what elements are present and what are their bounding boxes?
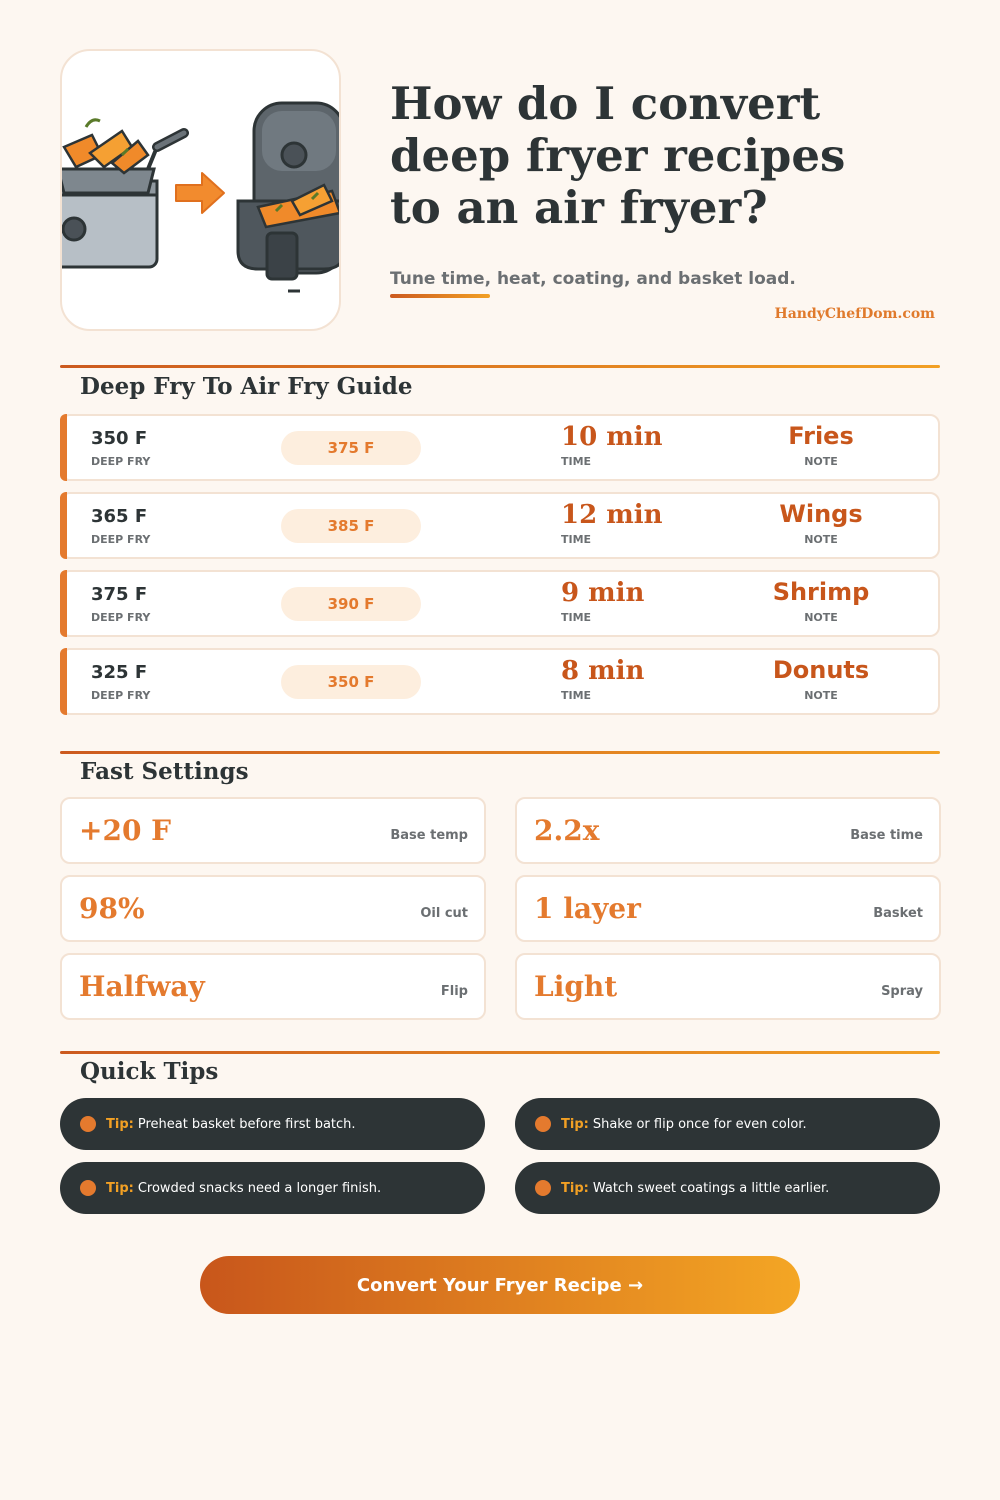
setting-value: +20 F [79, 814, 172, 847]
tip-pill [60, 1098, 485, 1150]
setting-label: Basket [873, 906, 923, 921]
setting-card [515, 875, 941, 942]
setting-card [515, 797, 941, 864]
hero-illustration [60, 49, 341, 331]
setting-label: Flip [440, 984, 468, 999]
tip-text: Watch sweet coatings a little earlier. [592, 1180, 830, 1196]
tip-text: Preheat basket before first batch. [137, 1116, 356, 1132]
bullet-dot-icon [80, 1116, 96, 1132]
setting-label: Base temp [390, 828, 468, 843]
setting-value: 98% [79, 892, 145, 925]
deep-fryer-icon [62, 120, 184, 267]
deep-fry-label: DEEP FRY [91, 455, 151, 468]
air-fry-temp-pill: 385 F [281, 509, 421, 543]
setting-value: 2.2x [534, 814, 600, 847]
note-label: NOTE [804, 455, 838, 468]
fryer-conversion-illustration [62, 51, 341, 331]
deep-fry-temp: 375 F [91, 584, 148, 605]
tip-label: Tip: [106, 1116, 134, 1132]
tip-text: Crowded snacks need a longer finish. [137, 1180, 382, 1196]
tip-label: Tip: [561, 1180, 589, 1196]
setting-value: Light [534, 970, 618, 1003]
bullet-dot-icon [80, 1180, 96, 1196]
tip-text: Shake or flip once for even color. [592, 1116, 807, 1132]
time-label: TIME [561, 689, 592, 702]
guide-row [60, 648, 940, 715]
guide-row [60, 414, 940, 481]
note-label: NOTE [804, 689, 838, 702]
subtitle-underline [390, 294, 490, 298]
air-fry-temp-pill: 375 F [281, 431, 421, 465]
deep-fry-temp: 365 F [91, 506, 148, 527]
note-label: NOTE [804, 533, 838, 546]
setting-card [60, 953, 486, 1020]
tip-pill [60, 1162, 485, 1214]
guide-row [60, 570, 940, 637]
setting-card [515, 953, 941, 1020]
tip-pill [515, 1098, 940, 1150]
row-accent [60, 570, 67, 637]
air-fryer-icon [238, 103, 341, 291]
note-value: Donuts [772, 656, 870, 684]
site-link[interactable]: HandyChefDom.com [774, 306, 935, 322]
time-value: 9 min [561, 578, 645, 608]
guide-title: Deep Fry To Air Fry Guide [80, 373, 413, 400]
settings-title: Fast Settings [80, 758, 249, 785]
title-line-2: deep fryer recipes [390, 129, 846, 182]
row-accent [60, 648, 67, 715]
note-value: Shrimp [772, 578, 870, 606]
setting-value: 1 layer [534, 892, 641, 925]
page-subtitle: Tune time, heat, coating, and basket load. [390, 269, 796, 289]
convert-recipe-button[interactable]: Convert Your Fryer Recipe → [200, 1256, 800, 1314]
deep-fry-label: DEEP FRY [91, 611, 151, 624]
time-label: TIME [561, 611, 592, 624]
section-divider-guide [60, 365, 940, 368]
deep-fry-label: DEEP FRY [91, 533, 151, 546]
tip-pill [515, 1162, 940, 1214]
bullet-dot-icon [535, 1180, 551, 1196]
time-value: 8 min [561, 656, 645, 686]
section-divider-settings [60, 751, 940, 754]
setting-card [60, 797, 486, 864]
row-accent [60, 414, 67, 481]
bullet-dot-icon [535, 1116, 551, 1132]
title-line-3: to an air fryer? [390, 181, 768, 234]
setting-card [60, 875, 486, 942]
title-line-1: How do I convert [390, 77, 821, 130]
air-fry-temp-pill: 390 F [281, 587, 421, 621]
setting-label: Base time [850, 828, 923, 843]
setting-label: Oil cut [420, 906, 468, 921]
tips-title: Quick Tips [80, 1058, 219, 1085]
time-label: TIME [561, 455, 592, 468]
note-value: Wings [779, 500, 863, 528]
time-value: 10 min [561, 422, 663, 452]
setting-value: Halfway [79, 970, 205, 1003]
tip-label: Tip: [561, 1116, 589, 1132]
section-divider-tips [60, 1051, 940, 1054]
air-fry-temp-pill: 350 F [281, 665, 421, 699]
page-title [390, 78, 950, 234]
tip-label: Tip: [106, 1180, 134, 1196]
note-label: NOTE [804, 611, 838, 624]
time-value: 12 min [561, 500, 663, 530]
time-label: TIME [561, 533, 592, 546]
guide-row [60, 492, 940, 559]
deep-fry-temp: 350 F [91, 428, 148, 449]
row-accent [60, 492, 67, 559]
note-value: Fries [788, 422, 854, 450]
deep-fry-temp: 325 F [91, 662, 148, 683]
setting-label: Spray [881, 984, 923, 999]
deep-fry-label: DEEP FRY [91, 689, 151, 702]
arrow-right-icon [176, 173, 224, 213]
